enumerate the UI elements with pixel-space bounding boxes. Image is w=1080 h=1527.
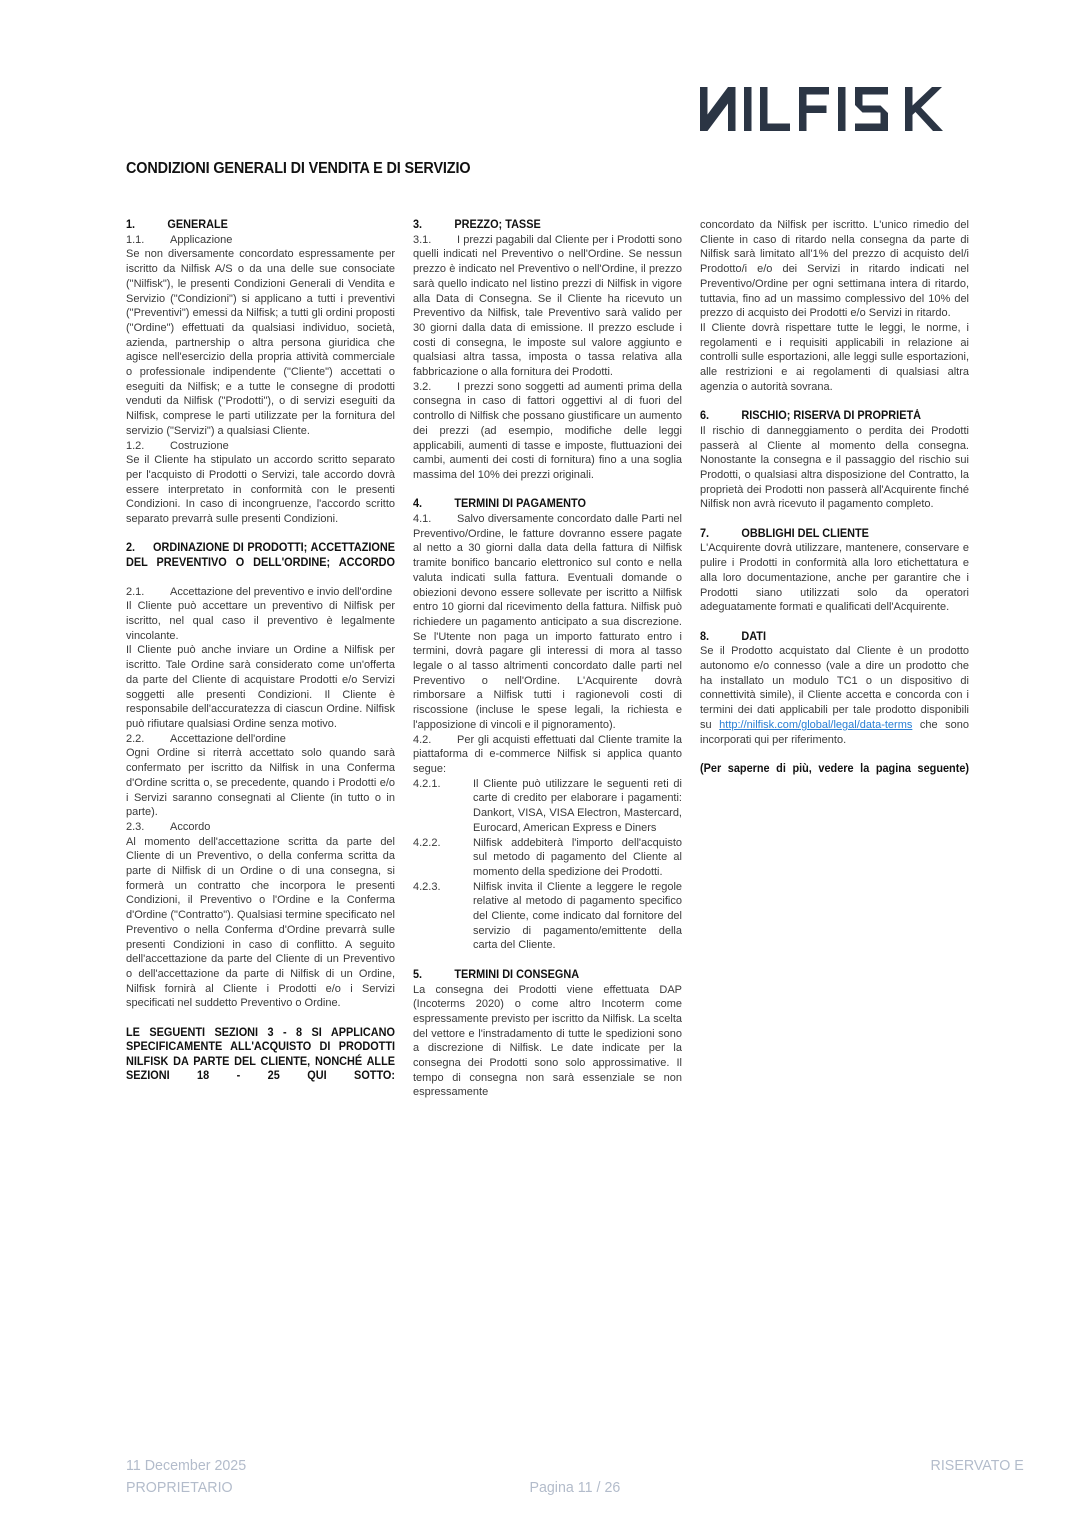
clause-3-2-number: 3.2.: [413, 380, 432, 393]
footer-spacer-2: [725, 1477, 1024, 1499]
clause-1-2-heading: [126, 439, 395, 454]
document-body: [126, 218, 969, 1100]
clause-2-2-number: 2.2.: [126, 732, 145, 745]
clause-4-2-1-number: 4.2.1.: [413, 777, 441, 790]
footer-confidential-line-2: PROPRIETARIO: [126, 1479, 233, 1496]
section-4-number: 4.: [413, 497, 423, 511]
section-3-number: 3.: [413, 218, 423, 231]
section-6-heading: [700, 409, 969, 424]
clause-1-1-body: Se non diversamente concordato espressamente per iscritto da Nilfisk A/S o da una delle sue consociate ("Nilfisk"), le presenti Condizioni Generali di Vendita e Servizio ("Condizioni") si applicano a tutti i preventivi ("Preventivi") emessi da Nilfisk; a tutti gli ordini proposti ("Ordine") effettuati da qualsiasi individuo, società, azienda, partnership o altra persona giuridica che agisce nell'esercizio della propria attività commerciale o professionale indipendente ("Cliente") accettati o eseguiti da Nilfisk; e a tutte le consegne di prodotti venduti da Nilfisk ("Prodotti"), o di servizi eseguiti da Nilfisk, comprese le parti utilizzate per la fornitura del servizio ("Servizi") a qualsiasi Cliente.: [126, 248, 395, 437]
clause-2-1-body-2: Il Cliente può anche inviare un Ordine a Nilfisk per iscritto. Tale Ordine sarà considerato come un'offerta da parte del Cliente di acquistare Prodotti e/o Servizi soggetti alle presenti Condizioni. Il Cliente è responsabile dell'accuratezza di ciascun Ordine. Nilfisk può rifiutare qualsiasi Ordine senza motivo.: [126, 644, 395, 730]
clause-3-1: [413, 233, 682, 380]
clause-2-2-body: Ogni Ordine si riterrà accettato solo quando sarà confermato per iscritto da Nilfisk in una Conferma d'Ordine scritta o, se precedente, quando i Prodotti e/o i Servizi saranno consegnati al Cliente (in tutto o in parte).: [126, 747, 395, 819]
clause-2-1-title: Accettazione del preventivo e invio dell'ordine: [170, 585, 393, 598]
clause-2-1-number: 2.1.: [126, 585, 145, 598]
section-8-heading: [700, 630, 969, 645]
spacer: [413, 953, 682, 968]
clause-1-2-number: 1.2.: [126, 439, 145, 452]
data-terms-link[interactable]: http://nilfisk.com/global/legal/data-terms: [719, 718, 913, 731]
clause-4-2-2-body: Nilfisk addebiterà l'importo dell'acquisto sul metodo di pagamento del Cliente al momento della spedizione dei Prodotti.: [473, 836, 682, 878]
clause-4-1-number: 4.1.: [413, 513, 432, 526]
clause-4-2-2: [413, 836, 682, 880]
section-7-body: L'Acquirente dovrà utilizzare, mantenere, conservare e pulire i Prodotti in conformità alla loro etichettatura e alla loro documentazione, anche per garantire che i Prodotti siano utilizzati solo da operatori adeguatamente formati e qualificati dell'Acquirente.: [700, 542, 969, 614]
clause-2-3-title: Accordo: [170, 820, 211, 833]
clause-4-2-3-body: Nilfisk invita il Cliente a leggere le regole relative al metodo di pagamento specifico del Cliente, come indicato dal fornitore del servizio di pagamento/emittente della carta del Cliente.: [473, 880, 682, 952]
footer-spacer: [425, 1455, 724, 1477]
column-2: [413, 218, 682, 1100]
spacer: [700, 747, 969, 762]
nilfisk-logo-svg: [700, 83, 960, 135]
clause-4-2-1-body: Il Cliente può utilizzare le seguenti reti di carte di credito per elaborare i pagamenti: Dankort, VISA, VISA Electron, Mastercard, Eurocard, American Express e Diners: [473, 777, 682, 834]
section-2-heading: [126, 541, 395, 584]
page-footer: [126, 1455, 1024, 1515]
spacer: [700, 615, 969, 630]
section-8-body-before: Se il Prodotto acquistato dal Cliente è un prodotto autonomo e/o connesso (vale a dire un prodotto che ha installato un modulo TC1 o un dispositivo di connettività simile), il Cliente accetta e concorda con i termini dei dati applicabili per tale prodotto disponibili su: [700, 645, 969, 731]
section-8-number: 8.: [700, 629, 710, 643]
clause-2-3-body: Al momento dell'accettazione scritta da parte del Cliente di un Preventivo, o della conferma scritta da parte di Nilfisk di un Ordine o di una consegna, si formerà un contratto che incorpora le presenti Condizioni, il Preventivo o l'Ordine e la Conferma d'Ordine ("Contratto"). Qualsiasi termine specificato nel Preventivo o nella Conferma d'Ordine prevarrà sulle presenti Condizioni in caso di conflitto. A seguito dell'accettazione da parte del Cliente di un Preventivo o dell'accettazione da parte di Nilfisk di un Ordine, Nilfisk fornirà al Cliente i Prodotti e/o i Servizi specificati nel suddetto Preventivo o Ordine.: [126, 835, 395, 1010]
clause-2-2-title: Accettazione dell'ordine: [170, 732, 286, 745]
section-2-number: 2.: [126, 541, 136, 555]
clause-4-2-number: 4.2.: [413, 733, 432, 746]
clause-2-3-number: 2.3.: [126, 820, 145, 833]
section-7-heading: [700, 527, 969, 542]
spacer: [126, 1011, 395, 1026]
clause-1-2-title: Costruzione: [170, 439, 229, 452]
footer-row-2: [126, 1477, 1024, 1499]
sections-notice: LE SEGUENTI SEZIONI 3 - 8 SI APPLICANO SPECIFICAMENTE ALL'ACQUISTO DI PRODOTTI NILFISK DA PARTE DEL CLIENTE, NONCHÉ ALLE SEZIONI 18 - 25 QUI SOTTO:: [126, 1025, 396, 1082]
clause-4-2-2-number: 4.2.2.: [413, 836, 441, 849]
spacer: [700, 394, 969, 409]
spacer: [126, 527, 395, 542]
clause-1-1-heading: [126, 233, 395, 248]
footer-page-number: Pagina 11 / 26: [529, 1479, 621, 1496]
clause-1-2-body: Se il Cliente ha stipulato un accordo scritto separato per l'acquisto di Prodotti o Servizi, tale accordo dovrà essere interpretato in conformità con le presenti Condizioni. In caso di incongruenze, l'accordo scritto separato prevarrà sulle presenti Condizioni.: [126, 454, 395, 526]
section-4-heading: [413, 497, 682, 512]
section-6-number: 6.: [700, 409, 710, 423]
spacer: [700, 512, 969, 527]
clause-4-2-body: Per gli acquisti effettuati dal Cliente tramite la piattaforma di e-commerce Nilfisk si applica quanto segue:: [413, 733, 682, 775]
clause-4-1-body: Salvo diversamente concordato dalle Parti nel Preventivo/Ordine, le fatture dovranno essere pagate al netto a 30 giorni dalla data della fattura di Nilfisk tramite bonifico bancario elettronico sul conto e nella valuta indicati sulla fattura. Eventuali domande o obiezioni devono essere sollevate per iscritto a Nilfisk entro 10 giorni dal ricevimento della fattura. Nilfisk può richiedere un pagamento anticipato a sua discrezione. Se l'Utente non paga un importo fatturato entro i termini, dovrà pagare gli interessi di mora al tasso legale o al tasso altrimenti concordato dalle parti nel Preventivo o nell'Ordine. L'Acquirente dovrà rimborsare a Nilfisk tutti i ragionevoli costi di riscossione (incluse le spese legali, la richiesta e l'apposizione di vincoli e il pignoramento).: [413, 513, 682, 731]
clause-2-2-heading: [126, 732, 395, 747]
clause-4-2: [413, 733, 682, 777]
section-1-heading: [126, 218, 395, 233]
page-title: CONDIZIONI GENERALI DI VENDITA E DI SERVIZIO: [126, 160, 471, 177]
section-5-number: 5.: [413, 967, 423, 981]
clause-2-1-body: Il Cliente può accettare un preventivo di Nilfisk per iscritto, nel qual caso il preventivo è legalmente vincolante.: [126, 600, 395, 642]
section-5-heading: [413, 968, 682, 983]
footer-date: 11 December 2025: [126, 1457, 247, 1474]
clause-4-1: [413, 512, 682, 733]
nilfisk-logo: [700, 83, 960, 135]
section-8-body-after: che sono incorporati qui per riferimento.: [700, 718, 969, 746]
column-3: [700, 218, 969, 1100]
section-5-body: La consegna dei Prodotti viene effettuata DAP (Incoterms 2020) o come altro Incoterm come espressamente previsto per iscritto da Nilfisk. La scelta del vettore e l'instradamento di tutte le spedizioni sono a discrezione di Nilfisk. Le date indicate per la consegna dei Prodotti sono solo approssimative. Il tempo di consegna non sarà essenziale se non espressamente: [413, 983, 682, 1099]
section-7-number: 7.: [700, 526, 710, 540]
section-4-title: TERMINI DI PAGAMENTO: [454, 497, 586, 511]
clause-3-2-body: I prezzi sono soggetti ad aumenti prima della consegna in caso di fattori oggettivi al di fuori del controllo di Nilfisk che possano giustificare un aumento dei prezzi (ad esempio, modifiche delle leggi applicabili, aumenti di tasse e imposte, fluttuazioni dei cambi, aumenti dei costi di fornitura) fino a una soglia massima del 10% dei prezzi originali.: [413, 380, 682, 481]
section-3-heading: [413, 218, 682, 233]
clause-3-2: [413, 380, 682, 483]
section-7-title: OBBLIGHI DEL CLIENTE: [741, 526, 869, 540]
section-8-title: DATI: [741, 629, 766, 643]
section-6-title: RISCHIO; RISERVA DI PROPRIETÀ: [741, 409, 922, 423]
section-1-title: GENERALE: [167, 218, 228, 231]
section-2-title: ORDINAZIONE DI PRODOTTI; ACCETTAZIONE DEL PREVENTIVO O DELL'ORDINE; ACCORDO: [126, 541, 396, 569]
column-1: [126, 218, 395, 1100]
clause-3-1-body: I prezzi pagabili dal Cliente per i Prodotti sono quelli indicati nel Preventivo o nell'Ordine. Se nessun prezzo è indicato nel Preventivo o nell'Ordine, il prezzo sarà quello indicato nel listino prezzi di Nilfisk in vigore alla Data di Consegna. Se il Cliente ha ricevuto un Preventivo da Nilfisk, tale Preventivo sarà valido per 30 giorni dalla data di emissione. Il prezzo esclude i costi di consegna, le imposte sul valore aggiunto e qualsiasi altra tassa, imposta o tassa relativa alla fabbricazione o alla fornitura dei Prodotti.: [413, 233, 682, 379]
section-3-title: PREZZO; TASSE: [454, 218, 541, 231]
clause-1-1-title: Applicazione: [170, 233, 233, 246]
section-5-body-continued-2: Il Cliente dovrà rispettare tutte le leggi, le norme, i regolamenti e i requisiti applicabili in relazione ai controlli sulle esportazioni, alle leggi sulle esportazioni, alle restrizioni e ai regolamenti di qualsiasi altra agenzia o autorità sovrana.: [700, 321, 969, 393]
clause-4-2-3-number: 4.2.3.: [413, 880, 441, 893]
footer-row-1: [126, 1455, 1024, 1477]
section-8-body: [700, 644, 969, 747]
section-1-number: 1.: [126, 218, 136, 231]
section-6-body: Il rischio di danneggiamento o perdita dei Prodotti passerà al Cliente al momento della consegna. Nonostante la consegna e il passaggio del rischio sui Prodotti, o qualsiasi altra disposizione del Contratto, la proprietà dei Prodotti non passerà all'Acquirente finché Nilfisk non avrà ricevuto il pagamento completo.: [700, 424, 969, 511]
clause-3-1-number: 3.1.: [413, 233, 432, 246]
clause-4-2-1: [413, 777, 682, 836]
footer-confidential-line-1: RISERVATO E: [930, 1457, 1024, 1474]
section-5-body-continued: concordato da Nilfisk per iscritto. L'unico rimedio del Cliente in caso di ritardo nella consegna da parte di Nilfisk sarà limitato all'1% del prezzo di acquisto del/i Prodotto/i e/o dei Servizi in ritardo indicati nel Preventivo/Ordine per ogni settimana intera di ritardo, tuttavia, fino ad un massimo complessivo del 10% del prezzo di acquisto dei Prodotti e/o Servizi in ritardo.: [700, 219, 969, 320]
spacer: [413, 483, 682, 498]
clause-2-3-heading: [126, 820, 395, 835]
clause-2-1-heading: [126, 585, 395, 600]
clause-4-2-3: [413, 880, 682, 954]
clause-1-1-number: 1.1.: [126, 233, 145, 246]
see-next-page-note: (Per saperne di più, vedere la pagina seguente): [700, 761, 970, 775]
section-5-title: TERMINI DI CONSEGNA: [454, 967, 580, 981]
